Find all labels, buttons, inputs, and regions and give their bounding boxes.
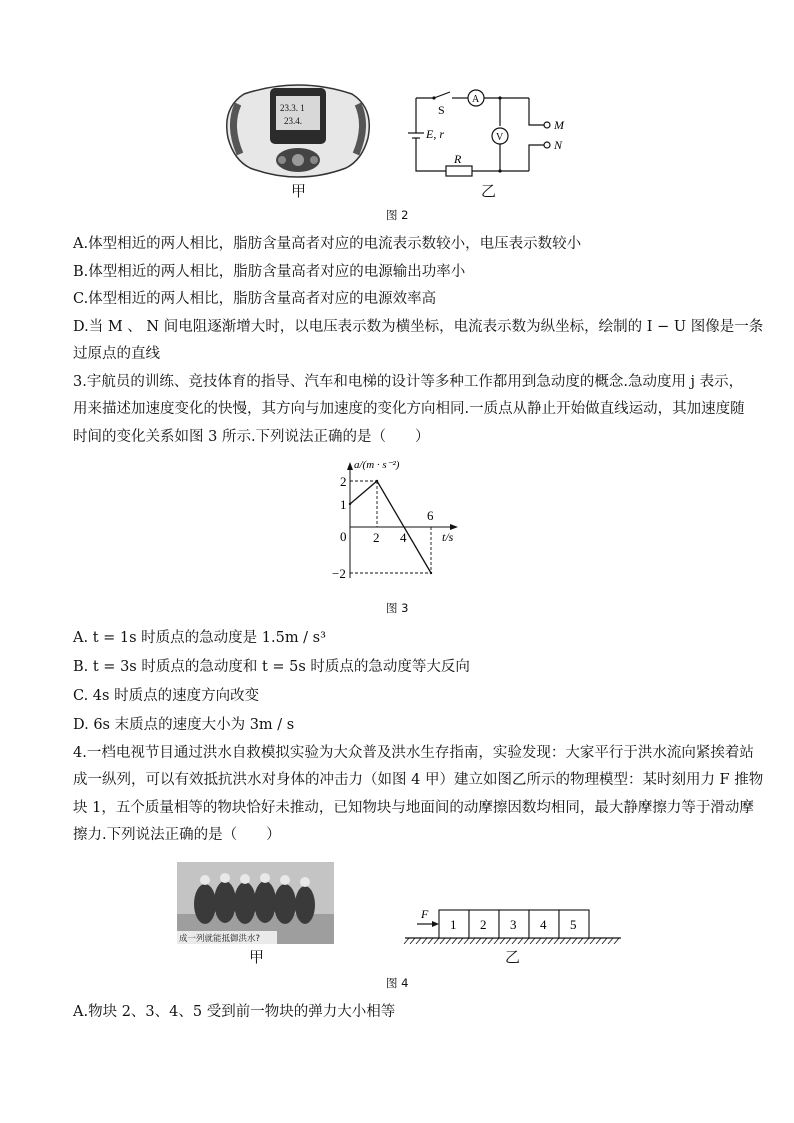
ground-hatch (506, 938, 511, 944)
ground-hatch (512, 938, 517, 944)
q4-stem-line2: 成一纵列，可以有效抵抗洪水对身体的冲击力（如图 4 甲）建立如图乙所示的物理模型：某时刻用力 F 推物 (73, 772, 764, 788)
circuit-diagram (404, 86, 574, 184)
ground-hatch (554, 938, 559, 944)
ground-hatch (602, 938, 607, 944)
y-tick-label: −2 (332, 566, 346, 581)
q3-stem-line3: 时间的变化关系如图 3 所示.下列说法正确的是（ ） (73, 429, 430, 445)
block-model-diagram (403, 904, 623, 944)
ground-hatch (536, 938, 541, 944)
x-tick-label: 4 (400, 530, 407, 545)
terminal-n-label: N (554, 138, 563, 152)
data-point (349, 503, 351, 505)
q2-option-c: C.体型相近的两人相比，脂肪含量高者对应的电源效率高 (73, 291, 437, 307)
resistor-label: R (454, 152, 462, 166)
y-axis-arrow (347, 462, 353, 470)
force-arrowhead (432, 921, 439, 927)
ground-hatch (464, 938, 469, 944)
fig3-caption: 图 3 (386, 601, 409, 615)
ground-hatch (404, 938, 409, 944)
ground-hatch (422, 938, 427, 944)
ground-hatch (488, 938, 493, 944)
acceleration-time-chart (330, 456, 470, 586)
ground-hatch (452, 938, 457, 944)
fig2-caption: 图 2 (386, 208, 409, 222)
y-tick-label: 2 (340, 474, 347, 489)
ground-hatch (434, 938, 439, 944)
ground-hatch (500, 938, 505, 944)
fig4-yi-label: 乙 (505, 948, 521, 966)
fig2-yi-label: 乙 (481, 182, 497, 200)
fig4-caption: 图 4 (386, 976, 409, 990)
q3-option-a: A. t = 1s 时质点的急动度是 1.5m / s³ (73, 630, 326, 646)
q3-stem-line1: 3.宇航员的训练、竞技体育的指导、汽车和电梯的设计等多种工作都用到急动度的概念.急动度用 j 表示， (73, 374, 744, 390)
terminal-m-label: M (554, 118, 564, 132)
q2-option-b: B.体型相近的两人相比，脂肪含量高者对应的电源输出功率小 (73, 264, 466, 280)
ground-hatch (530, 938, 535, 944)
ground-hatch (446, 938, 451, 944)
ground-hatch (548, 938, 553, 944)
block-label: 3 (510, 917, 517, 932)
q2-option-d-line1: D.当 M 、 N 间电阻逐渐增大时，以电压表示数为横坐标，电流表示数为纵坐标，绘制的 I − U 图像是一条 (73, 319, 764, 335)
y-tick-label: 0 (340, 529, 347, 544)
q4-option-a: A.物块 2、3、4、5 受到前一物块的弹力大小相等 (73, 1004, 396, 1020)
body-fat-scale-image (224, 82, 372, 190)
q2-option-d-line2: 过原点的直线 (73, 346, 160, 362)
flood-experiment-photo (177, 862, 334, 944)
force-label: F (421, 907, 429, 921)
ground-hatch (416, 938, 421, 944)
ground-hatch (524, 938, 529, 944)
x-axis-label: t/s (442, 530, 454, 544)
ground-hatch (572, 938, 577, 944)
ground-hatch (578, 938, 583, 944)
fig2-jia-label: 甲 (291, 182, 307, 200)
q4-stem-line4: 擦力.下列说法正确的是（ ） (73, 827, 281, 843)
fig4-jia-label: 甲 (249, 948, 265, 966)
block-label: 1 (450, 917, 457, 932)
q3-option-c: C. 4s 时质点的速度方向改变 (73, 688, 260, 704)
ground-hatch (596, 938, 601, 944)
x-tick-label: 6 (427, 508, 434, 523)
block-label: 2 (480, 917, 487, 932)
body-fat-scale-figure (224, 82, 372, 190)
q3-option-b: B. t = 3s 时质点的急动度和 t = 5s 时质点的急动度等大反向 (73, 659, 470, 675)
ground-hatch (608, 938, 613, 944)
source-label: E, r (426, 127, 444, 141)
display-line-2: 23.4. (284, 116, 302, 126)
ground-hatch (542, 938, 547, 944)
ground-hatch (560, 938, 565, 944)
photo-subtitle: 成一列就能抵御洪水? (179, 934, 261, 944)
ground-hatch (482, 938, 487, 944)
q3-option-d: D. 6s 末质点的速度大小为 3m / s (73, 717, 295, 733)
ground-hatch (590, 938, 595, 944)
ground-hatch (518, 938, 523, 944)
switch-label: S (438, 103, 445, 117)
ground-hatch (428, 938, 433, 944)
x-tick-label: 2 (373, 530, 380, 545)
ground-hatch (440, 938, 445, 944)
ground-hatch (470, 938, 475, 944)
block-label: 5 (570, 917, 577, 932)
ammeter-label: A (472, 94, 480, 105)
ground-hatch (614, 938, 619, 944)
q4-stem-line3: 块 1，五个质量相等的物块恰好未推动，已知物块与地面间的动摩擦因数均相同，最大静摩擦力等于滑动摩 (73, 800, 754, 816)
ground-hatch (494, 938, 499, 944)
display-line-1: 23.3. 1 (280, 103, 305, 113)
ground-hatch (584, 938, 589, 944)
block-label: 4 (540, 917, 547, 932)
ground-hatch (410, 938, 415, 944)
q3-stem-line2: 用来描述加速度变化的快慢，其方向与加速度的变化方向相同.一质点从静止开始做直线运动，其加速度随 (73, 401, 745, 417)
y-axis-label: a/(m · s⁻²) (354, 459, 400, 471)
q4-stem-line1: 4.一档电视节目通过洪水自救模拟实验为大众普及洪水生存指南，实验发现：大家平行于洪水流向紧挨着站 (73, 745, 754, 761)
voltmeter-label: V (496, 132, 504, 143)
ground-hatch (476, 938, 481, 944)
y-tick-label: 1 (340, 497, 347, 512)
ground-hatch (458, 938, 463, 944)
chart-svg (330, 456, 470, 586)
ground-hatch (566, 938, 571, 944)
q2-option-a: A.体型相近的两人相比，脂肪含量高者对应的电流表示数较小，电压表示数较小 (73, 236, 582, 252)
